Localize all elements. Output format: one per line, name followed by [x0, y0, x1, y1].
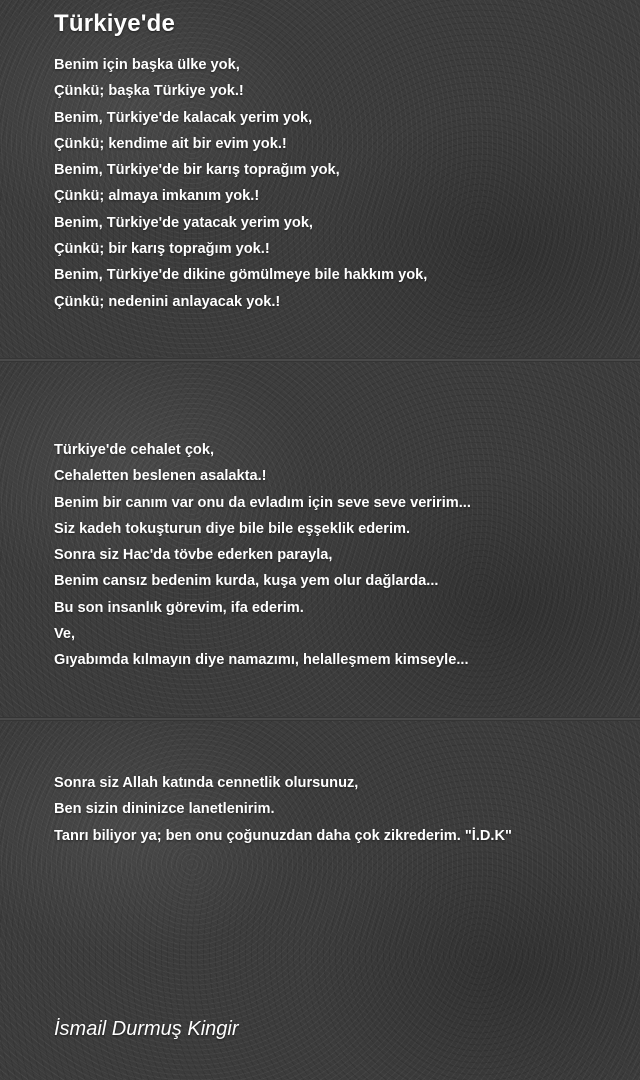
poem-line: Benim bir canım var onu da evladım için seve seve veririm...: [54, 494, 471, 511]
poem-line: Çünkü; bir karış toprağım yok.!: [54, 241, 270, 258]
poem-line: Benim, Türkiye'de dikine gömülmeye bile hakkım yok,: [54, 267, 428, 284]
poem-line: Ben sizin dininizce lanetlenirim.: [54, 801, 275, 818]
poem-line: Sonra siz Hac'da tövbe ederken parayla,: [54, 547, 333, 564]
stanza-2: [54, 437, 471, 674]
poem-line: Sonra siz Allah katında cennetlik olursunuz,: [54, 775, 359, 791]
poem-line: Benim cansız bedenim kurda, kuşa yem olur dağlarda...: [54, 573, 439, 590]
poem-title: Türkiye'de: [54, 10, 176, 37]
poem-line: Benim, Türkiye'de bir karış toprağım yok,: [54, 162, 340, 179]
stanza-3: [54, 770, 512, 849]
poem-line: Çünkü; almaya imkanım yok.!: [54, 188, 260, 205]
poem-author: İsmail Durmuş Kingir: [54, 1018, 239, 1040]
poem-line: Cehaletten beslenen asalakta.!: [54, 468, 267, 485]
poem-line: Çünkü; nedenini anlayacak yok.!: [54, 293, 281, 310]
poem-line: Siz kadeh tokuşturun diye bile bile eşşeklik ederim.: [54, 520, 411, 537]
poem-line: Gıyabımda kılmayın diye namazımı, helalleşmem kimseyle...: [54, 652, 469, 669]
poem-line: Benim, Türkiye'de kalacak yerim yok,: [54, 109, 313, 126]
stanza-1: [54, 52, 427, 315]
poem-line: Bu son insanlık görevim, ifa ederim.: [54, 599, 304, 616]
poem-line: Çünkü; kendime ait bir evim yok.!: [54, 135, 287, 152]
poem-line: Benim için başka ülke yok,: [54, 57, 240, 73]
poem-line: Çünkü; başka Türkiye yok.!: [54, 83, 244, 100]
poem-line: Tanrı biliyor ya; ben onu çoğunuzdan daha çok zikrederim. "İ.D.K": [54, 827, 512, 844]
poem-line: Türkiye'de cehalet çok,: [54, 442, 215, 458]
poem-line: Ve,: [54, 626, 76, 643]
poem-line: Benim, Türkiye'de yatacak yerim yok,: [54, 214, 313, 231]
